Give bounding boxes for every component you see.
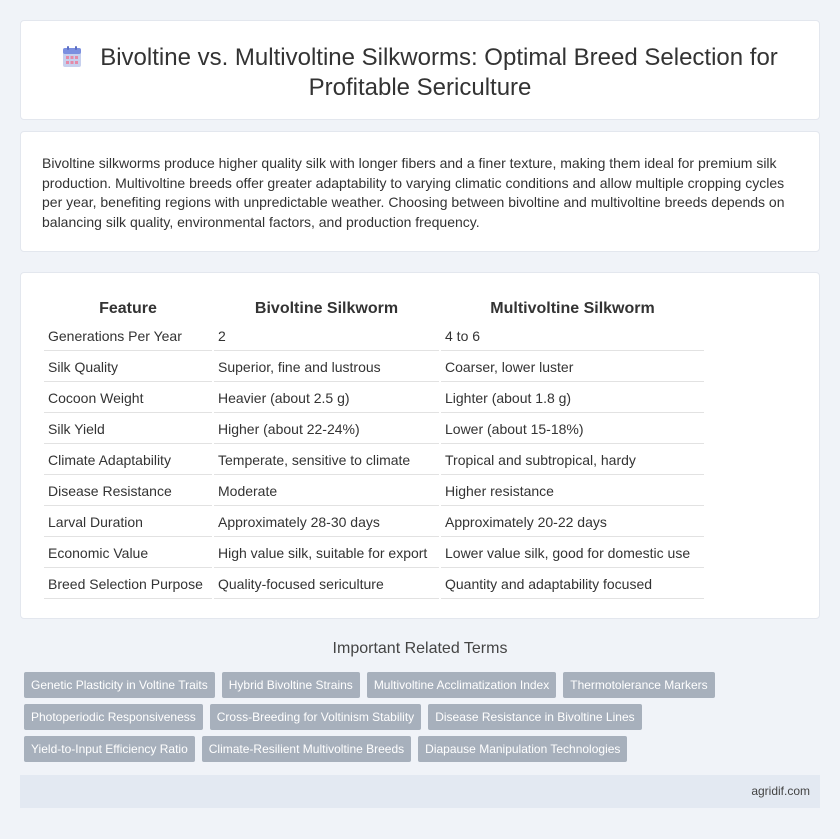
table-row (44, 353, 704, 382)
comparison-table-card (20, 272, 820, 619)
footer (20, 775, 820, 808)
table-row (44, 508, 704, 537)
multivoltine-cell: Coarser, lower luster (441, 353, 704, 382)
intro-card (20, 131, 820, 252)
feature-cell: Larval Duration (44, 508, 212, 537)
multivoltine-cell: Lower (about 15-18%) (441, 415, 704, 444)
bivoltine-cell: Moderate (214, 477, 439, 506)
related-term-tag[interactable]: Yield-to-Input Efficiency Ratio (24, 736, 195, 762)
title-card (20, 20, 820, 120)
table-row (44, 539, 704, 568)
bivoltine-cell: Higher (about 22-24%) (214, 415, 439, 444)
related-term-tag[interactable]: Disease Resistance in Bivoltine Lines (428, 704, 641, 730)
page-title: Bivoltine vs. Multivoltine Silkworms: Optimal Breed Selection for Profitable Sericulture (100, 44, 778, 101)
multivoltine-cell: 4 to 6 (441, 322, 704, 351)
header-feature: Feature (99, 300, 157, 317)
related-term-tag[interactable]: Climate-Resilient Multivoltine Breeds (202, 736, 411, 762)
multivoltine-cell: Quantity and adaptability focused (441, 570, 704, 599)
bivoltine-cell: 2 (214, 322, 439, 351)
footer-site-link[interactable]: agridif.com (751, 784, 810, 798)
feature-cell: Cocoon Weight (44, 384, 212, 413)
page-title-wrap (61, 43, 779, 103)
feature-cell: Climate Adaptability (44, 446, 212, 475)
feature-cell: Breed Selection Purpose (44, 570, 212, 599)
related-term-tag[interactable]: Hybrid Bivoltine Strains (222, 672, 360, 698)
related-term-tag[interactable]: Thermotolerance Markers (563, 672, 714, 698)
table-row (44, 570, 704, 599)
feature-cell: Silk Quality (44, 353, 212, 382)
bivoltine-cell: Superior, fine and lustrous (214, 353, 439, 382)
table-row (44, 322, 704, 351)
feature-cell: Silk Yield (44, 415, 212, 444)
bivoltine-cell: Temperate, sensitive to climate (214, 446, 439, 475)
related-term-tag[interactable]: Multivoltine Acclimatization Index (367, 672, 556, 698)
table-row (44, 415, 704, 444)
feature-cell: Economic Value (44, 539, 212, 568)
bivoltine-cell: High value silk, suitable for export (214, 539, 439, 568)
related-terms-list (24, 672, 804, 762)
table-row (44, 477, 704, 506)
multivoltine-cell: Approximately 20-22 days (441, 508, 704, 537)
bivoltine-cell: Approximately 28-30 days (214, 508, 439, 537)
header-multivoltine: Multivoltine Silkworm (490, 300, 655, 317)
table-header-row (44, 298, 704, 320)
comparison-table (42, 296, 706, 601)
related-term-tag[interactable]: Genetic Plasticity in Voltine Traits (24, 672, 215, 698)
calendar-icon (62, 46, 82, 68)
related-term-tag[interactable]: Photoperiodic Responsiveness (24, 704, 203, 730)
header-bivoltine: Bivoltine Silkworm (254, 300, 399, 317)
related-terms-heading: Important Related Terms (332, 640, 508, 657)
multivoltine-cell: Higher resistance (441, 477, 704, 506)
feature-cell: Disease Resistance (44, 477, 212, 506)
multivoltine-cell: Lower value silk, good for domestic use (441, 539, 704, 568)
related-term-tag[interactable]: Diapause Manipulation Technologies (418, 736, 627, 762)
bivoltine-cell: Heavier (about 2.5 g) (214, 384, 439, 413)
related-term-tag[interactable]: Cross-Breeding for Voltinism Stability (210, 704, 421, 730)
multivoltine-cell: Lighter (about 1.8 g) (441, 384, 704, 413)
bivoltine-cell: Quality-focused sericulture (214, 570, 439, 599)
table-row (44, 384, 704, 413)
multivoltine-cell: Tropical and subtropical, hardy (441, 446, 704, 475)
table-row (44, 446, 704, 475)
feature-cell: Generations Per Year (44, 322, 212, 351)
intro-paragraph: Bivoltine silkworms produce higher quality silk with longer fibers and a finer texture, making them ideal for premium silk production. Multivoltine breeds offer greater adaptability to varying climatic conditions and allow multiple cropping cycles per year, benefiting regions with unpredictable weather. Choosing between bivoltine and multivoltine breeds depends on balancing silk quality, environmental factors, and production frequency. (42, 155, 785, 230)
